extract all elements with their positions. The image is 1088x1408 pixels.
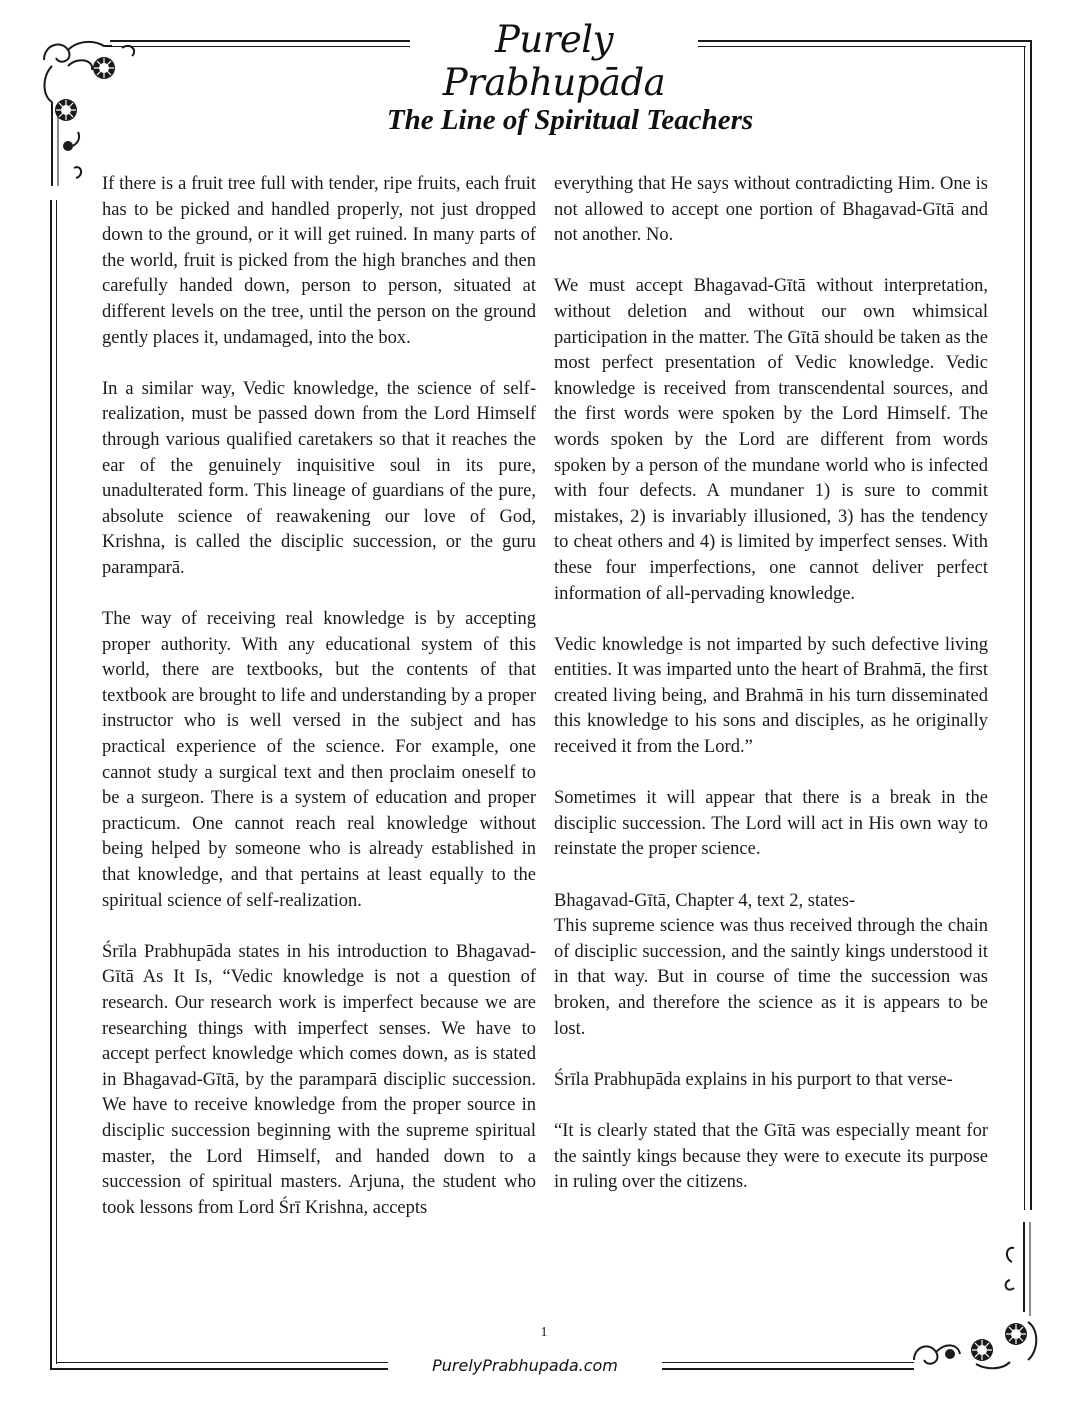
border-left (50, 200, 52, 1370)
corner-flourish-icon-top-left (38, 36, 142, 186)
border-top-left (110, 40, 410, 42)
border-bottom-left (50, 1368, 388, 1370)
border-right-inner (1024, 46, 1025, 1210)
border-top-left-inner (110, 46, 410, 47)
page-number: 1 (540, 1325, 548, 1340)
brand-title: Purely Prabhupāda (442, 18, 666, 104)
footer-website: PurelyPrabhupada.com (432, 1356, 618, 1375)
purport-intro: Śrīla Prabhupāda explains in his purport to that verse- (554, 1069, 953, 1090)
border-bottom-left-inner (56, 1362, 388, 1363)
paragraph-prabhupada-introduction: Śrīla Prabhupāda states in his introduction to Bhagavad-Gītā As It Is, “Vedic knowledge is not a question of research. Our research work is imperfect because we are researching things with imperfect senses. We have to accept perfect knowledge which comes down, as is stated in Bhagavad-Gītā, by the paramparā disciplic succession. We have to receive knowledge from the proper source in disciplic succession beginning with the supreme spiritual master, the Lord Himself, and handed down to a succession of spiritual masters. Arjuna, the student who took lessons from Lord Śrī Krishna, accepts (102, 941, 536, 1218)
verse-text: This supreme science was thus received through the chain of disciplic succession, and the saintly kings understood it in that way. But in course of time the succession was broken, and therefore the science as it is appears to be lost. (554, 916, 988, 1039)
paragraph-proper-authority: The way of receiving real knowledge is by accepting proper authority. With any educational system of this world, there are textbooks, but the contents of that textbook are brought to life and understanding by a proper instructor who is well versed in the subject and has practical experience of the science. For example, one cannot study a surgical text and then proclaim oneself to be a surgeon. There is a system of education and proper practicum. One cannot reach real knowledge without being helped by someone who is already established in that knowledge, and that pertains at least equally to the spiritual science of self-realization. (102, 609, 536, 911)
border-top-right-inner (698, 46, 1026, 47)
paragraph-break-in-succession: Sometimes it will appear that there is a break in the disciplic succession. The Lord will act in His own way to reinstate the proper science. (554, 788, 988, 860)
border-bottom-right (662, 1368, 914, 1370)
border-top-right (698, 40, 1032, 42)
purport-quote: “It is clearly stated that the Gītā was especially meant for the saintly kings because they were to execute its purpose in ruling over the citizens. (554, 1120, 988, 1193)
paragraph-vedic-knowledge: In a similar way, Vedic knowledge, the science of self-realization, must be passed down from the Lord Himself through various qualified caretakers so that it reaches the ear of the genuinely inquisitive soul in its pure, unadulterated form. This lineage of guardians of the pure, absolute science of reawakening our love of God, Krishna, is called the disciplic succession, or the guru paramparā. (102, 378, 536, 578)
left-column (102, 172, 536, 1221)
border-right (1030, 40, 1032, 1210)
border-bottom-right-inner (662, 1362, 914, 1363)
border-left-inner (56, 200, 57, 1364)
verse-reference: Bhagavad-Gītā, Chapter 4, text 2, states- (554, 890, 856, 911)
paragraph-brahma: Vedic knowledge is not imparted by such defective living entities. It was imparted unto the heart of Brahmā, the first created living being, and Brahmā in his turn disseminated this knowledge to his sons and disciples, as he originally received it from the Lord.” (554, 634, 988, 758)
right-column (554, 172, 988, 1196)
paragraph-fruit-tree: If there is a fruit tree full with tender, ripe fruits, each fruit has to be picked and handled properly, not just dropped down to the ground, or it will get ruined. In many parts of the world, fruit is picked from the high branches and then carefully handed down, person to person, situated at different levels on the tree, until the person on the ground gently places it, undamaged, into the box. (102, 174, 536, 348)
page-title: The Line of Spiritual Teachers (386, 104, 754, 136)
corner-flourish-icon-bottom-right (910, 1222, 1042, 1372)
paragraph-accept-gita: We must accept Bhagavad-Gītā without interpretation, without deletion and without our own whimsical participation in the matter. The Gītā should be taken as the most perfect presentation of Vedic knowledge. Vedic knowledge is received from transcendental sources, and the first words were spoken by the Lord Himself. The words spoken by the Lord are different from words spoken by a person of the mundane world who is infected with four defects. A mundaner 1) is sure to commit mistakes, 2) is invariably illusioned, 3) has the tendency to cheat others and 4) is limited by imperfect senses. With these four imperfections, one cannot deliver perfect information of all-pervading knowledge. (554, 276, 988, 604)
paragraph-continuation: everything that He says without contradicting Him. One is not allowed to accept one portion of Bhagavad-Gītā and not another. No. (554, 174, 988, 246)
